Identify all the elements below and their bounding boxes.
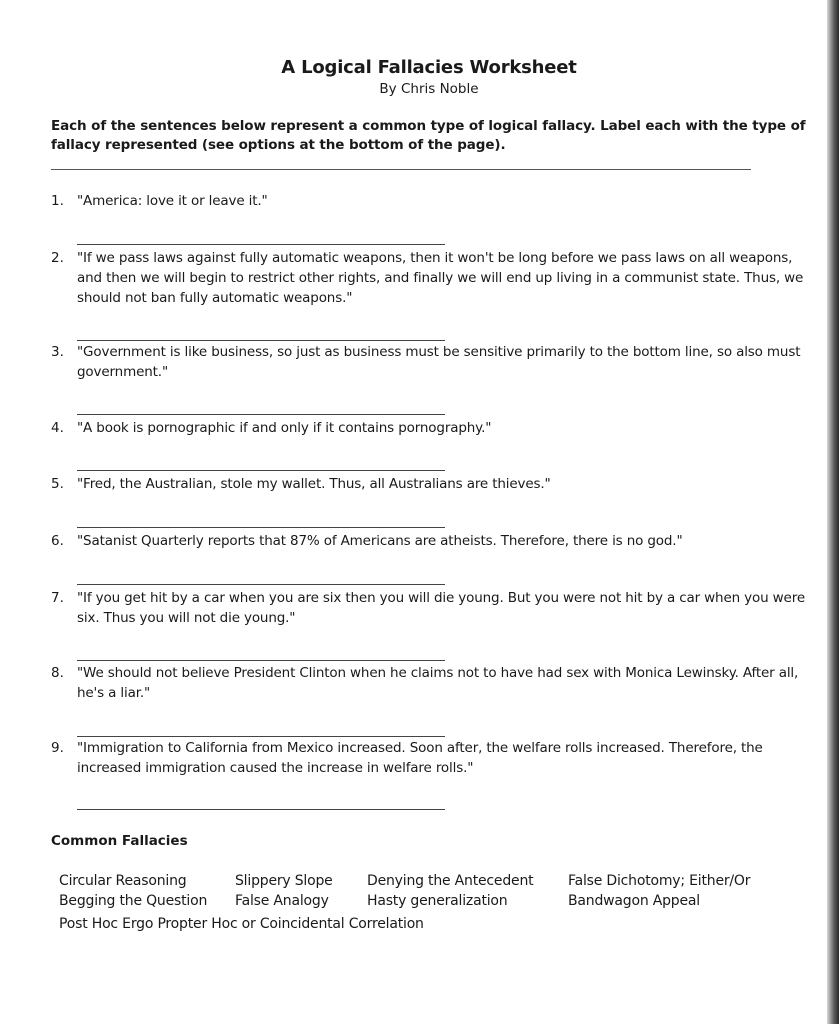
answer-line (77, 244, 445, 245)
header-divider (51, 169, 751, 170)
fallacy-option: Slippery Slope (235, 873, 333, 889)
question-text: "Immigration to California from Mexico increased. Soon after, the welfare rolls increased. Therefore, the increased immigration caused the increase in welfare rolls." (77, 740, 763, 776)
question-text: "If you get hit by a car when you are six then you will die young. But you were not hit by a car when you were six. Thus you will not die young." (77, 590, 805, 626)
question-number: 1. (51, 193, 64, 209)
question-number: 2. (51, 250, 64, 266)
answer-line (77, 340, 445, 341)
question-number: 5. (51, 476, 64, 492)
page-title: A Logical Fallacies Worksheet (281, 57, 577, 78)
fallacy-option: False Dichotomy; Either/Or (568, 873, 751, 889)
question-text: "If we pass laws against fully automatic weapons, then it won't be long before we pass laws on all weapons, and then we will begin to restrict other rights, and finally we will end up living in a communist state. Thus, we should not ban fully automatic weapons." (77, 250, 804, 306)
fallacy-option: Hasty generalization (367, 893, 508, 909)
answer-line (77, 809, 445, 810)
page-edge-shadow (827, 0, 839, 1024)
question-text: "Government is like business, so just as business must be sensitive primarily to the bottom line, so also must government." (77, 344, 801, 380)
answer-line (77, 736, 445, 737)
question-text: "Fred, the Australian, stole my wallet. Thus, all Australians are thieves." (77, 476, 551, 492)
fallacy-option: Begging the Question (59, 893, 208, 909)
question-number: 9. (51, 740, 64, 756)
question-number: 3. (51, 344, 64, 360)
fallacy-option: Circular Reasoning (59, 873, 187, 889)
answer-line (77, 470, 445, 471)
answer-line (77, 414, 445, 415)
question-text: "Satanist Quarterly reports that 87% of Americans are atheists. Therefore, there is no god." (77, 533, 683, 549)
fallacy-option: Denying the Antecedent (367, 873, 534, 889)
instructions: Each of the sentences below represent a common type of logical fallacy. Label each with the type of fallacy represented (see options at the bottom of the page). (51, 118, 806, 153)
question-number: 4. (51, 420, 64, 436)
fallacy-option: Bandwagon Appeal (568, 893, 700, 909)
author-line: By Chris Noble (379, 81, 479, 97)
answer-line (77, 527, 445, 528)
question-number: 8. (51, 665, 64, 681)
fallacies-heading: Common Fallacies (51, 833, 188, 849)
question-number: 7. (51, 590, 64, 606)
question-text: "America: love it or leave it." (77, 193, 268, 209)
question-number: 6. (51, 533, 64, 549)
answer-line (77, 660, 445, 661)
answer-line (77, 584, 445, 585)
question-text: "A book is pornographic if and only if it contains pornography." (77, 420, 492, 436)
fallacy-option: Post Hoc Ergo Propter Hoc or Coincidental Correlation (59, 916, 424, 932)
fallacy-option: False Analogy (235, 893, 329, 909)
question-text: "We should not believe President Clinton when he claims not to have had sex with Monica Lewinsky. After all, he's a liar." (77, 665, 799, 701)
